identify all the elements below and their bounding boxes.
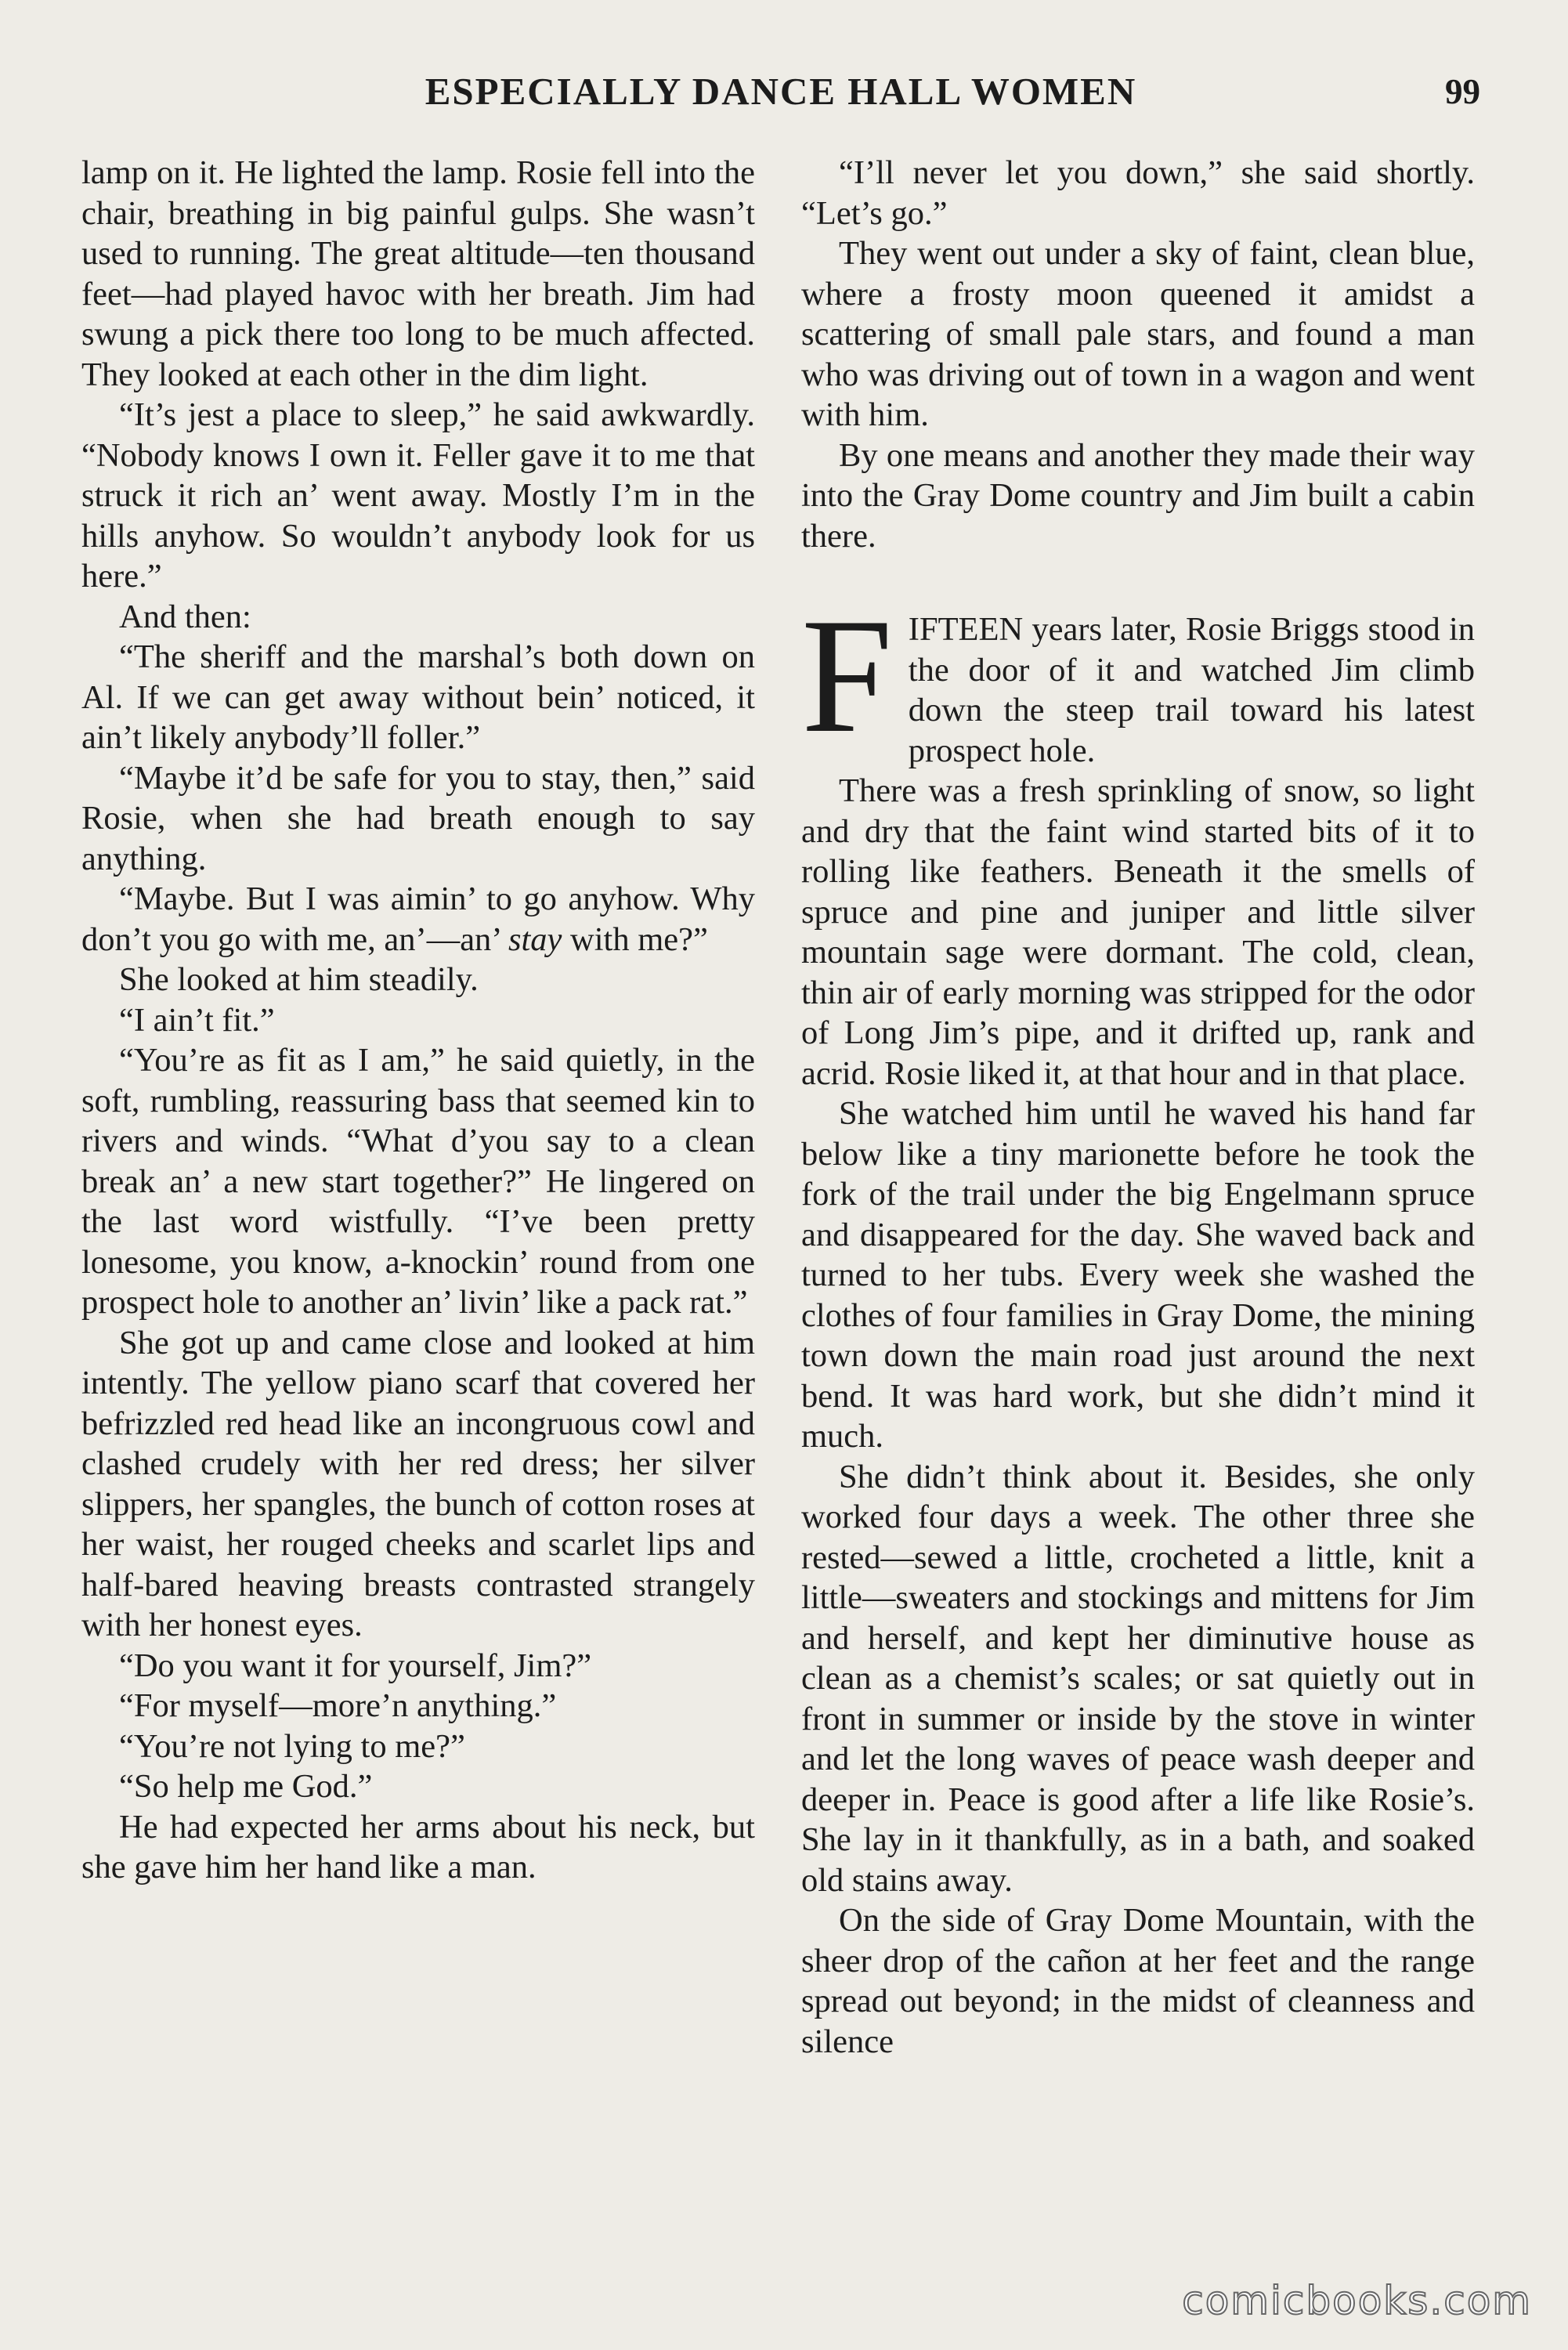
paragraph: He had expected her arms about his neck, but she gave him her hand like a man.	[81, 1808, 755, 1885]
left-column	[81, 153, 755, 1888]
paragraph: lamp on it. He lighted the lamp. Rosie fell into the chair, breathing in big painful gulps. She wasn’t used to running. The great altitude—ten thousand feet—had played havoc with her breath. Jim had swung a pick there too long to be much affected. They looked at each other in the dim light.	[81, 154, 755, 393]
site-watermark: comicbooks.com	[1182, 2278, 1532, 2323]
paragraph: “It’s jest a place to sleep,” he said awkwardly. “Nobody knows I own it. Feller gave it to me that struck it rich an’ went away. Mostly I’m in the hills anyhow. So wouldn’t anybody look for us here.”	[81, 396, 755, 595]
paragraph: She looked at him steadily.	[119, 961, 479, 998]
running-title: ESPECIALLY DANCE HALL WOMEN	[425, 70, 1137, 113]
paragraph: “For myself—more’n anything.”	[119, 1687, 557, 1724]
paragraph	[81, 879, 755, 960]
paragraph: She didn’t think about it. Besides, she only worked four days a week. The other three she rested—sewed a little, crocheted a little, knit a little—sweaters and stockings and mittens for Jim and herself, and kept her diminutive house as clean as a chemist’s scales; or sat quietly out in front in summer or inside by the stove in winter and let the long waves of peace wash deeper and deeper in. Peace is good after a life like Rosie’s. She lay in it thankfully, as in a bath, and soaked old stains away.	[801, 1458, 1475, 1899]
paragraph: “You’re as fit as I am,” he said quietly, in the soft, rumbling, reassuring bass that seemed kin to rivers and winds. “What d’you say to a clean break an’ a new start together?” He lingered on the last word wistfully. “I’ve been pretty lonesome, you know, a-knockin’ round from one prospect hole to another an’ livin’ like a pack rat.”	[81, 1042, 755, 1321]
paragraph: “Do you want it for yourself, Jim?”	[119, 1647, 592, 1684]
right-column	[801, 153, 1475, 2062]
page-number: 99	[1445, 72, 1480, 111]
paragraph: “You’re not lying to me?”	[119, 1727, 465, 1765]
paragraph: On the side of Gray Dome Mountain, with the sheer drop of the cañon at her feet and the range spread out beyond; in the midst of cleanness and silence	[801, 1902, 1475, 2060]
paragraph: She got up and came close and looked at him intently. The yellow piano scarf that covered her befrizzled red head like an incongruous cowl and clashed crudely with her red dress; her silver slippers, her spangles, the bunch of cotton roses at her waist, her rouged cheeks and scarlet lips and half-bared heaving breasts contrasted strangely with her honest eyes.	[81, 1324, 755, 1643]
paragraph: And then:	[119, 598, 251, 635]
paragraph: By one means and another they made their way into the Gray Dome country and Jim built a cabin there.	[801, 436, 1475, 555]
page-header	[81, 64, 1480, 119]
emphasis-text: stay	[508, 920, 562, 958]
paragraph: “So help me God.”	[119, 1768, 373, 1805]
drop-cap: F	[801, 585, 893, 767]
paragraph: “Maybe it’d be safe for you to stay, then,” said Rosie, when she had breath enough to say anything.	[81, 759, 755, 877]
paragraph-text: IFTEEN years later, Rosie Briggs stood in the door of it and watched Jim climb down the steep trail toward his latest prospect hole.	[908, 611, 1475, 769]
paragraph-text: “Maybe. But I was aimin’ to go anyhow. Why don’t you go with me, an’—an’	[81, 880, 755, 958]
paragraph: “I’ll never let you down,” she said shortly. “Let’s go.”	[801, 154, 1475, 232]
paragraph: She watched him until he waved his hand far below like a tiny marionette before he took the fork of the trail under the big Engelmann spruce and disappeared for the day. She waved back and turned to her tubs. Every week she washed the clothes of four families in Gray Dome, the mining town down the main road just around the next bend. It was hard work, but she didn’t mind it much.	[801, 1095, 1475, 1455]
paragraph: “The sheriff and the marshal’s both down on Al. If we can get away without bein’ noticed, it ain’t likely anybody’ll foller.”	[81, 638, 755, 756]
paragraph: They went out under a sky of faint, clean blue, where a frosty moon queened it amidst a scattering of small pale stars, and found a man who was driving out of town in a wagon and went with him.	[801, 235, 1475, 433]
paragraph-text: with me?”	[562, 920, 708, 958]
paragraph: There was a fresh sprinkling of snow, so light and dry that the faint wind started bits of it to rolling like feathers. Beneath it the smells of spruce and pine and juniper and little silver mountain sage were dormant. The cold, clean, thin air of early morning was stripped for the odor of Long Jim’s pipe, and it drifted up, rank and acrid. Rosie liked it, at that hour and in that place.	[801, 772, 1475, 1092]
section-opening-paragraph	[801, 585, 1475, 771]
paragraph: “I ain’t fit.”	[119, 1001, 275, 1039]
